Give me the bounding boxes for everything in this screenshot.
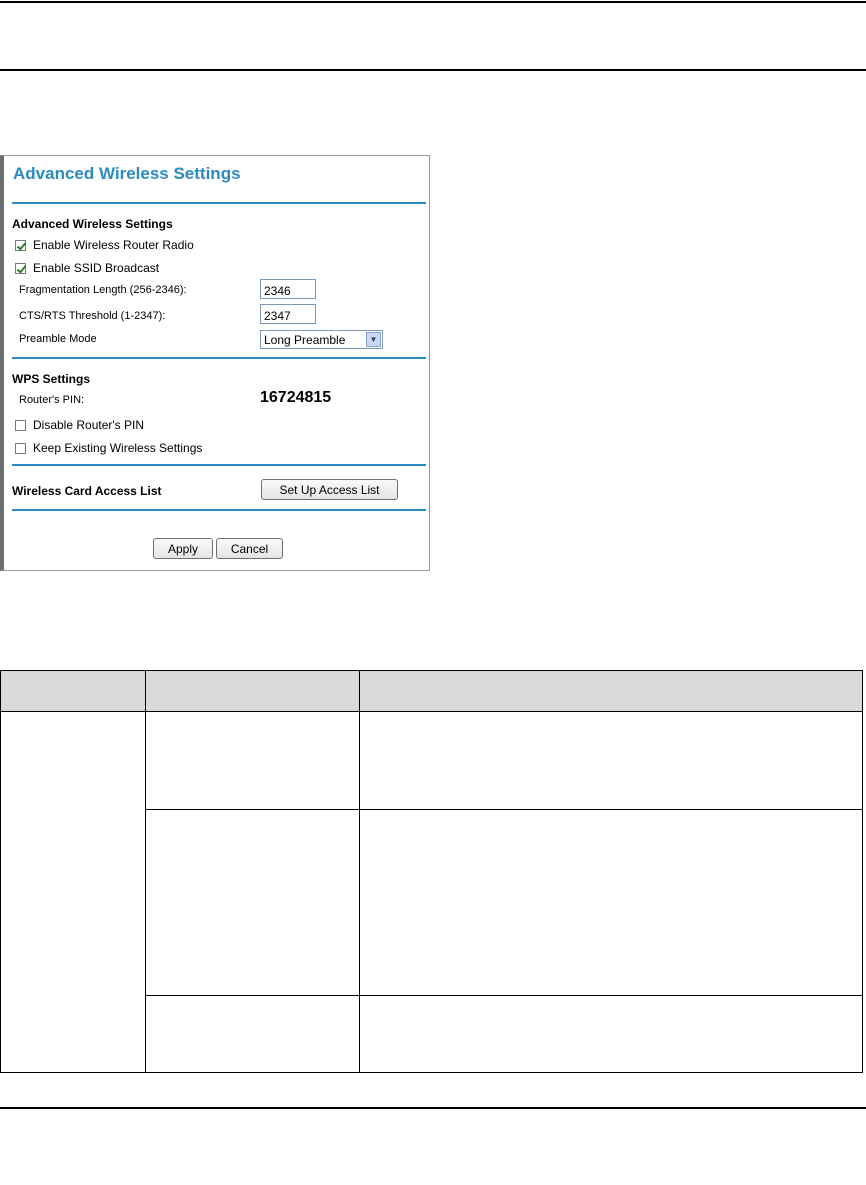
apply-button[interactable]: Apply bbox=[153, 538, 213, 559]
table-border-left bbox=[0, 670, 1, 1073]
fragmentation-label: Fragmentation Length (256-2346): bbox=[19, 284, 187, 296]
advanced-wireless-settings-panel bbox=[0, 155, 430, 571]
enable-ssid-checkbox[interactable] bbox=[15, 263, 26, 274]
cts-rts-label: CTS/RTS Threshold (1-2347): bbox=[19, 310, 166, 322]
enable-ssid-row[interactable] bbox=[15, 261, 159, 275]
disable-pin-checkbox[interactable] bbox=[15, 420, 26, 431]
header-rule bbox=[0, 69, 866, 71]
access-list-divider bbox=[12, 509, 426, 511]
footer-rule bbox=[0, 1107, 866, 1109]
router-pin-value: 16724815 bbox=[260, 389, 332, 406]
disable-pin-row[interactable] bbox=[15, 418, 144, 432]
table-col-divider-2 bbox=[359, 670, 360, 1073]
keep-existing-checkbox[interactable] bbox=[15, 443, 26, 454]
disable-pin-label: Disable Router's PIN bbox=[33, 418, 144, 432]
table-row-divider-1 bbox=[145, 809, 863, 810]
title-divider bbox=[12, 202, 426, 204]
settings-table bbox=[0, 670, 863, 1073]
access-list-heading: Wireless Card Access List bbox=[12, 484, 162, 498]
preamble-select[interactable] bbox=[260, 330, 383, 349]
fragmentation-input[interactable] bbox=[260, 279, 316, 299]
panel-title: Advanced Wireless Settings bbox=[13, 164, 241, 183]
wps-divider bbox=[12, 464, 426, 466]
advanced-section-heading: Advanced Wireless Settings bbox=[12, 217, 173, 231]
cts-rts-input[interactable] bbox=[260, 304, 316, 324]
enable-ssid-label: Enable SSID Broadcast bbox=[33, 261, 160, 275]
router-pin-label: Router's PIN: bbox=[19, 394, 85, 406]
enable-radio-row[interactable] bbox=[15, 238, 194, 252]
table-border-bottom bbox=[0, 1072, 863, 1073]
enable-radio-label: Enable Wireless Router Radio bbox=[33, 238, 194, 252]
set-up-access-list-button[interactable]: Set Up Access List bbox=[261, 479, 398, 500]
cancel-button[interactable]: Cancel bbox=[216, 538, 283, 559]
keep-existing-label: Keep Existing Wireless Settings bbox=[33, 441, 203, 455]
advanced-divider bbox=[12, 357, 426, 359]
chevron-down-icon[interactable]: ▼ bbox=[366, 332, 381, 347]
table-border-right bbox=[862, 670, 863, 1073]
enable-radio-checkbox[interactable] bbox=[15, 240, 26, 251]
top-rule bbox=[0, 1, 866, 3]
table-header-row bbox=[0, 670, 863, 712]
table-row-divider-2 bbox=[145, 995, 863, 996]
preamble-label: Preamble Mode bbox=[19, 333, 97, 345]
keep-existing-row[interactable] bbox=[15, 441, 202, 455]
preamble-selected-value: Long Preamble bbox=[264, 333, 346, 347]
table-col-divider-1 bbox=[145, 670, 146, 1073]
wps-section-heading: WPS Settings bbox=[12, 372, 91, 386]
